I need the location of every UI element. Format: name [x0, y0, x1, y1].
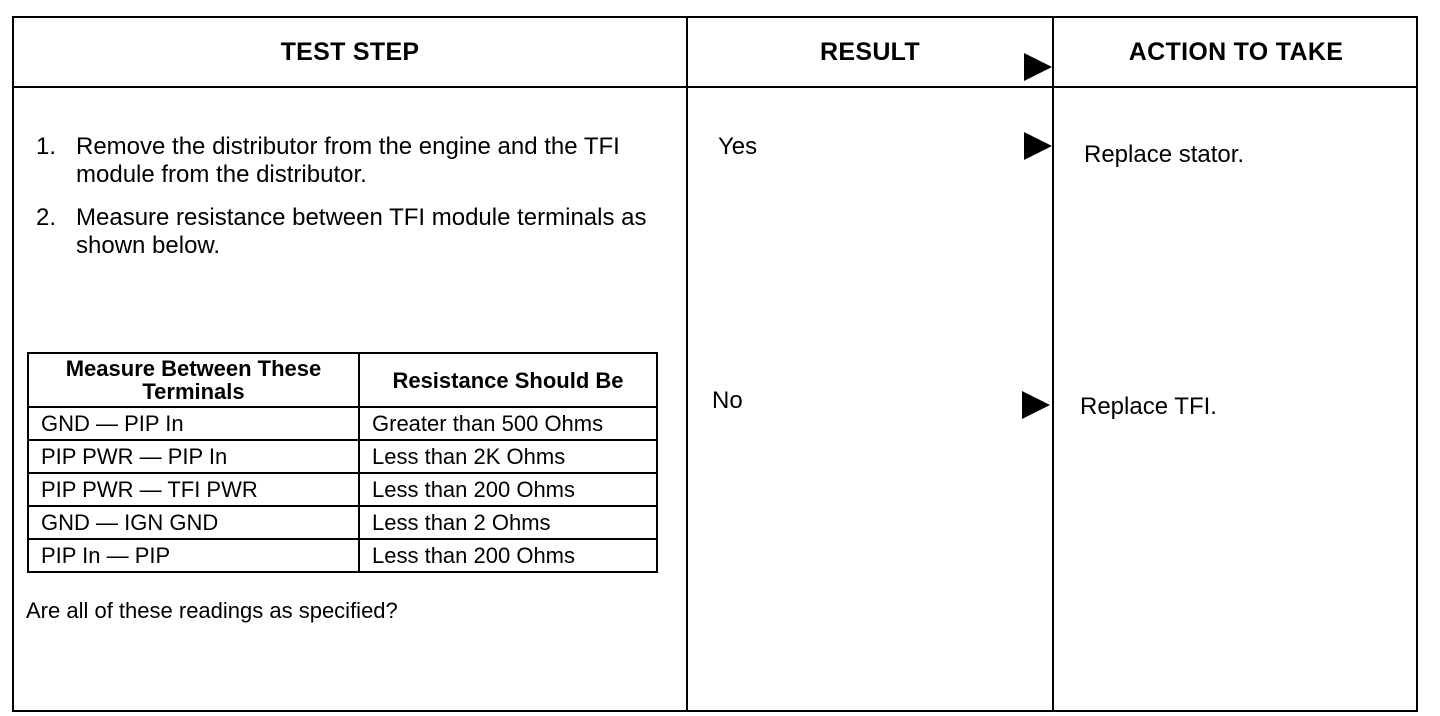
table-row — [28, 473, 657, 506]
resistance-cell: Less than 2K Ohms — [359, 440, 657, 473]
column-header-terminals: Measure Between These Terminals — [28, 353, 359, 407]
column-header-resistance: Resistance Should Be — [359, 353, 657, 407]
table-header-row — [28, 353, 657, 407]
action-no: Replace TFI. — [1080, 393, 1217, 420]
terminals-cell: PIP In — PIP — [28, 539, 359, 572]
result-yes: Yes — [718, 133, 758, 160]
action-yes: Replace stator. — [1084, 141, 1245, 168]
column-divider — [686, 16, 688, 712]
step-number: 1. — [36, 133, 57, 160]
table-row — [28, 407, 657, 440]
resistance-cell: Less than 200 Ohms — [359, 473, 657, 506]
resistance-cell: Less than 2 Ohms — [359, 506, 657, 539]
header-action-to-take: ACTION TO TAKE — [1128, 37, 1344, 66]
resistance-cell: Greater than 500 Ohms — [359, 407, 657, 440]
terminals-cell: PIP PWR — TFI PWR — [28, 473, 359, 506]
table-row — [28, 506, 657, 539]
right-arrow-icon — [1024, 132, 1052, 160]
column-divider — [1052, 16, 1054, 712]
right-arrow-icon — [1022, 391, 1050, 419]
step-text: Measure resistance between TFI module terminals as shown below. — [76, 204, 647, 259]
header-result: RESULT — [820, 37, 920, 66]
terminals-cell: PIP PWR — PIP In — [28, 440, 359, 473]
question-text: Are all of these readings as specified? — [26, 598, 398, 623]
resistance-table — [27, 352, 658, 573]
step-number: 2. — [36, 204, 57, 231]
terminals-cell: GND — IGN GND — [28, 506, 359, 539]
right-arrow-icon — [1024, 53, 1052, 81]
resistance-cell: Less than 200 Ohms — [359, 539, 657, 572]
table-row — [28, 539, 657, 572]
result-no: No — [712, 387, 743, 414]
terminals-cell: GND — PIP In — [28, 407, 359, 440]
table-row — [28, 440, 657, 473]
header-divider — [12, 86, 1418, 88]
step-text: Remove the distributor from the engine and the TFI module from the distributor. — [76, 133, 620, 188]
header-test-step: TEST STEP — [280, 37, 420, 66]
